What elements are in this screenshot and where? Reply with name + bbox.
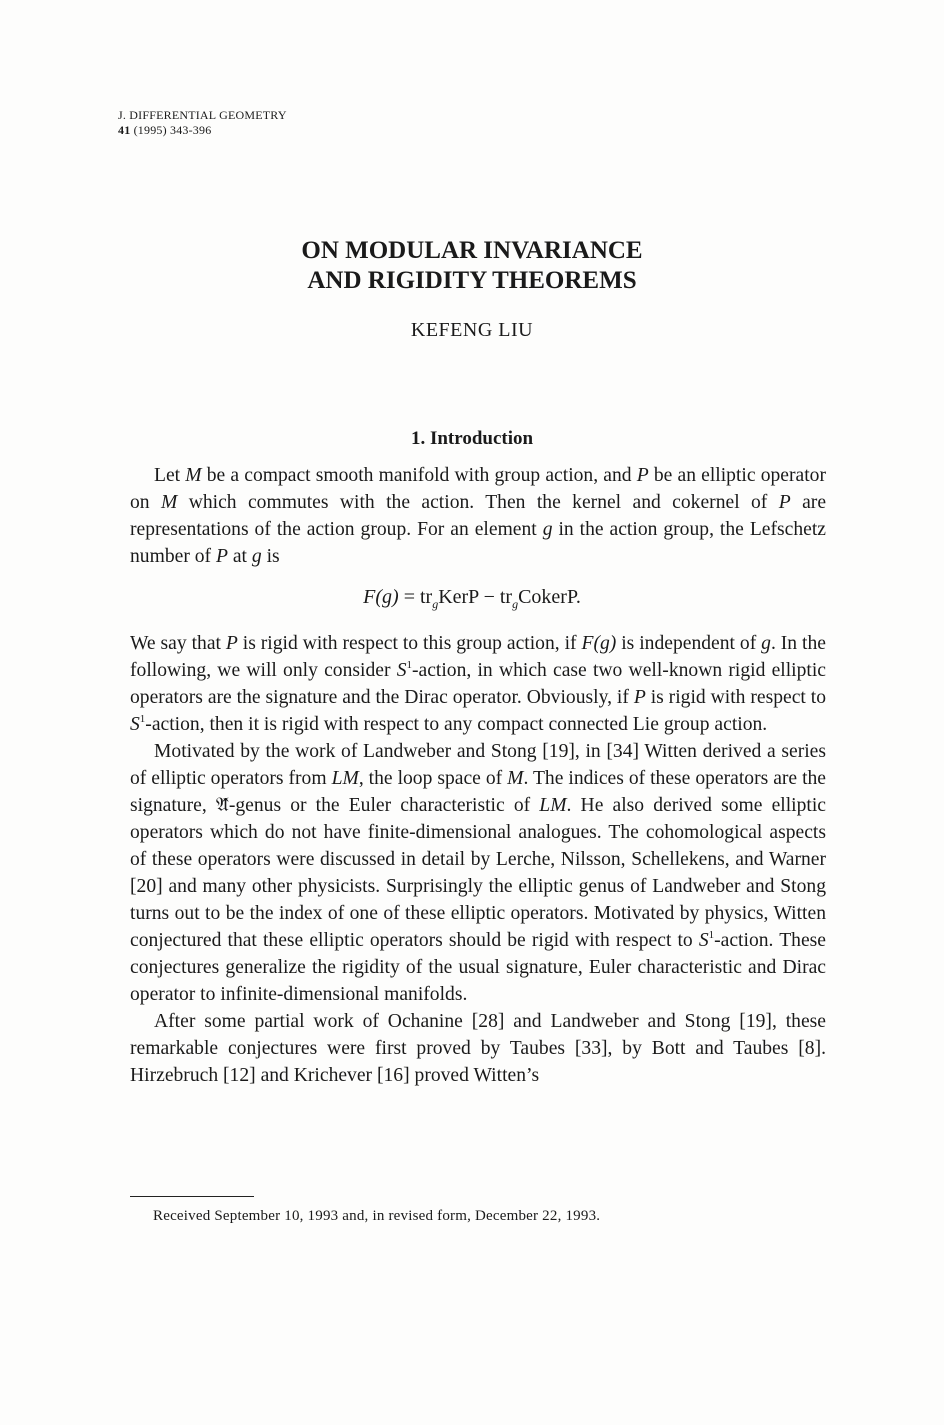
- paragraph-4: After some partial work of Ochanine [28] and Landweber and Stong [19], these remarkable conjectures were first proved by Taubes [33], by Bott and Taubes [8]. Hirzebruch [12] and Krichever [16] proved Witten’s: [130, 1011, 826, 1086]
- p3-text-c: . The indices of these operators are the signature, 𝔄̂-genus or the Euler characteristic of: [130, 768, 827, 816]
- math-S: S: [396, 660, 407, 681]
- p3-text-b: , the loop space of: [358, 768, 503, 789]
- math-LM: LM: [539, 795, 567, 816]
- p2-text-a: We say that: [130, 633, 221, 654]
- journal-volume: 41: [118, 123, 131, 137]
- math-S: S: [130, 714, 140, 735]
- title-line-2: AND RIGIDITY THEOREMS: [307, 267, 637, 294]
- math-P: P: [225, 633, 238, 654]
- math-LM: LM: [331, 768, 359, 789]
- body-continuation: [130, 630, 826, 1089]
- p2-text-f: is rigid with respect to: [650, 687, 826, 708]
- math-Fg: F(g): [581, 633, 617, 654]
- footnote-received: Received September 10, 1993 and, in revised form, December 22, 1993.: [153, 1208, 601, 1224]
- formula-equals: =: [403, 586, 415, 608]
- math-g: g: [761, 633, 771, 654]
- formula-lhs: F(g): [363, 586, 399, 608]
- paper-author: KEFENG LIU: [410, 319, 534, 341]
- p1-text-b: be a compact smooth manifold with group action, and: [206, 465, 632, 486]
- math-P: P: [778, 492, 791, 513]
- paragraph-2: [130, 630, 826, 738]
- paragraph-1: [130, 462, 826, 570]
- p2-text-c: is independent of: [621, 633, 757, 654]
- math-M: M: [160, 492, 178, 513]
- p3-text-d: . He also derived some elliptic operators which do not have finite-dimensional analogues. The cohomological aspects of these operators were discussed in detail by Lerche, Nilsson, Schellekens, and Warner [20] and many other physicists. Surprisingly the elliptic genus of Landweber and Stong turns out to be the index of one of these elliptic operators. Motivated by physics, Witten conjectured that these elliptic operators should be rigid with respect to: [130, 795, 826, 951]
- p1-text-d: which commutes with the action. Then the kernel and cokernel of: [188, 492, 768, 513]
- footnote-rule: [130, 1196, 254, 1197]
- p1-text-e: are representations of the action group. For an element: [130, 492, 827, 540]
- math-P: P: [636, 465, 649, 486]
- p1-text-a: Let: [154, 465, 181, 486]
- p3-text-e: -action. These conjectures generalize the rigidity of the usual signature, Euler characteristic and Dirac operator to infinite-dimensional manifolds.: [130, 930, 826, 1005]
- paper-title: [0, 236, 944, 296]
- paragraph-3: [130, 738, 826, 1008]
- journal-year-pages: (1995) 343-396: [133, 123, 212, 137]
- math-P: P: [215, 546, 228, 567]
- p3-text-a: Motivated by the work of Landweber and Stong [19], in [34] Witten derived a series of elliptic operators from: [130, 741, 826, 789]
- math-sup-1: 1: [406, 659, 412, 671]
- p2-text-b: is rigid with respect to this group action, if: [242, 633, 577, 654]
- math-M: M: [185, 465, 202, 486]
- section-heading: 1. Introduction: [410, 428, 534, 449]
- formula-tr-2: tr: [499, 586, 513, 608]
- math-sup-1: 1: [139, 713, 146, 725]
- formula-tr-1: tr: [419, 586, 433, 608]
- math-sup-1: 1: [708, 929, 715, 941]
- math-S: S: [698, 930, 709, 951]
- journal-volume-line: [118, 123, 287, 138]
- math-g: g: [542, 519, 553, 540]
- p1-text-g: at: [232, 546, 247, 567]
- math-g: g: [251, 546, 262, 567]
- journal-header: [118, 108, 287, 138]
- journal-name: J. DIFFERENTIAL GEOMETRY: [118, 108, 287, 122]
- p1-text-h: is: [266, 546, 280, 567]
- p1-text-c: be an elliptic operator on: [130, 465, 826, 513]
- lefschetz-formula: [0, 586, 944, 609]
- title-line-1: ON MODULAR INVARIANCE: [301, 237, 643, 264]
- p1-text-f: in the action group, the Lefschetz number of: [130, 519, 826, 567]
- p2-text-e: -action, in which case two well-known rigid elliptic operators are the signature and the Dirac operator. Obviously, if: [130, 660, 826, 708]
- math-M: M: [507, 768, 524, 789]
- formula-sub-g-2: g: [512, 597, 519, 611]
- p2-text-d: . In the following, we will only consider: [130, 633, 826, 681]
- formula-coker: CokerP.: [518, 586, 581, 608]
- formula-ker: KerP: [438, 586, 479, 608]
- math-P: P: [633, 687, 646, 708]
- formula-minus: −: [483, 586, 495, 608]
- p2-text-g: -action, then it is rigid with respect to any compact connected Lie group action.: [145, 714, 768, 735]
- formula-sub-g-1: g: [432, 597, 439, 611]
